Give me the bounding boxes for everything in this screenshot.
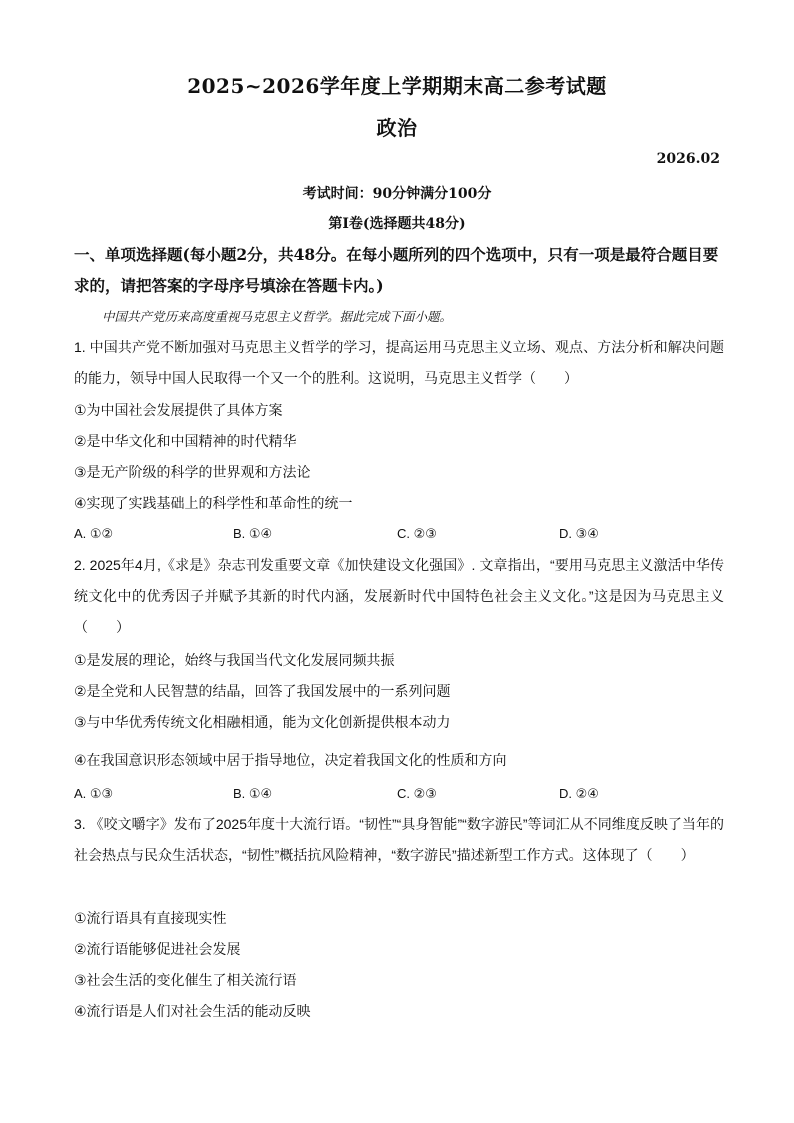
question-1-option-3: ③是无产阶级的科学的世界观和方法论: [74, 464, 311, 480]
question-3-option-4: ④流行语是人们对社会生活的能动反映: [74, 1003, 311, 1019]
question-1-choice-a: A. ①②: [74, 526, 114, 541]
question-2-option-4: ④在我国意识形态领域中居于指导地位，决定着我国文化的性质和方向: [74, 752, 507, 768]
question-2-option-1: ①是发展的理论，始终与我国当代文化发展同频共振: [74, 652, 395, 668]
question-1-option-2: ②是中华文化和中国精神的时代精华: [74, 433, 297, 449]
section-heading: 一、单项选择题(每小题2分，共48分。在每小题所列的四个选项中，只有一项是最符合题目要求的，请把答案的字母序号填涂在答题卡内。): [74, 245, 719, 295]
question-2-choice-a: A. ①③: [74, 786, 114, 801]
question-1-choice-b: B. ①④: [233, 526, 273, 541]
question-1-option-1: ①为中国社会发展提供了具体方案: [74, 402, 283, 418]
question-1-choice-c: C. ②③: [397, 526, 437, 541]
question-2-choice-b: B. ①④: [233, 786, 273, 801]
question-2-option-2: ②是全党和人民智慧的结晶，回答了我国发展中的一系列问题: [74, 683, 451, 699]
volume-heading: 第Ⅰ卷(选择题共48分): [328, 216, 466, 232]
question-3-option-1: ①流行语具有直接现实性: [74, 910, 227, 926]
question-2-choice-d: D. ②④: [559, 786, 599, 801]
question-1-choice-d: D. ③④: [559, 526, 599, 541]
question-2-option-3: ③与中华优秀传统文化相融相通，能为文化创新提供根本动力: [74, 714, 451, 730]
subject-title: 政治: [376, 116, 418, 140]
question-3-stem: 3. 《咬文嚼字》发布了2025年度十大流行语。“韧性”“具身智能”“数字游民”等词汇从不同维度反映了当年的社会热点与民众生活状态，“韧性”概括抗风险精神，“数字游民”描述新型工作方式。这体现了（ ）: [74, 816, 724, 863]
exam-time: 考试时间：90分钟满分100分: [302, 186, 492, 202]
question-3-option-3: ③社会生活的变化催生了相关流行语: [74, 972, 297, 988]
question-2-choice-c: C. ②③: [397, 786, 437, 801]
exam-date: 2026.02: [656, 151, 720, 167]
question-1-stem: 1. 中国共产党不断加强对马克思主义哲学的学习，提高运用马克思主义立场、观点、方法分析和解决问题的能力，领导中国人民取得一个又一个的胜利。这说明，马克思主义哲学（ ）: [74, 339, 724, 386]
question-3-option-2: ②流行语能够促进社会发展: [74, 941, 241, 957]
exam-title: 2025~2026学年度上学期期末高二参考试题: [187, 74, 607, 98]
question-2-stem: 2. 2025年4月,《求是》杂志刊发重要文章《加快建设文化强国》. 文章指出，“要用马克思主义激活中华传统文化中的优秀因子并赋予其新的时代内涵，发展新时代中国特色社会主义文化。”这是因为马克思主义（ ）: [74, 557, 724, 635]
question-1-option-4: ④实现了实践基础上的科学性和革命性的统一: [74, 495, 353, 511]
section-intro: 中国共产党历来高度重视马克思主义哲学。据此完成下面小题。: [102, 309, 453, 324]
